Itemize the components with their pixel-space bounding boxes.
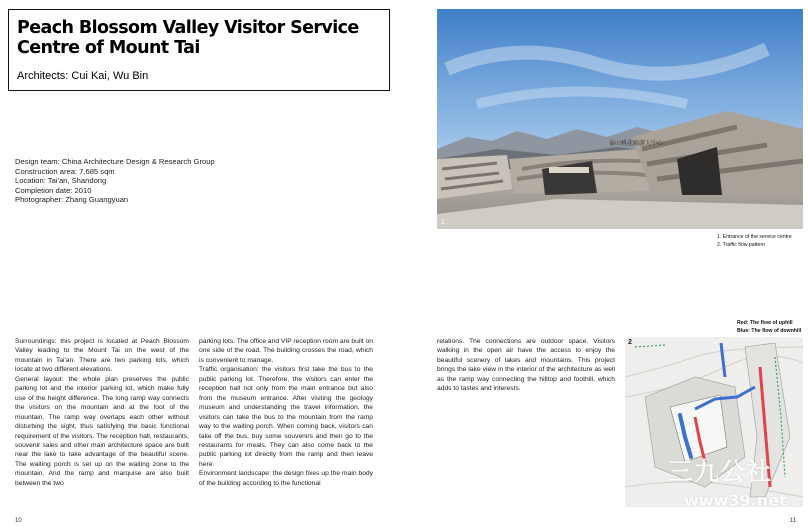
architects-line: Architects: Cui Kai, Wu Bin bbox=[17, 70, 149, 82]
paragraph-general-layout: General layout: the whole plan preserves the public parking lot and the interior parking lot, which make fully use of the height difference. The long ramp way connects the visitors on the mountain and at the foot of the mountain. The ramp way overlaps each other without disturbing the sight, thus satisfying the basic functional requirement of the visitors. The reception hall, restaurants, souvenir sales and other main architecture space are built near the lake to take advantage of the beautiful scene. The waiting porch is set up on the waiting zone to the mountain. And the ramp and marquise are also built between the two bbox=[15, 375, 189, 487]
page-title: Peach Blossom Valley Visitor Service Centre of Mount Tai bbox=[17, 18, 359, 58]
photo-number: 1 bbox=[441, 219, 445, 226]
caption-1: 1. Entrance of the service centre bbox=[717, 234, 792, 240]
body-column-1 bbox=[15, 337, 189, 488]
watermark-url: www39.net bbox=[684, 491, 787, 510]
legend-downhill: Blue: The flow of downhill bbox=[737, 327, 802, 334]
fact-location: Location: Tai'an, Shandong bbox=[15, 176, 107, 186]
caption-2: 2. Traffic flow pattern bbox=[717, 241, 766, 248]
building-photo bbox=[437, 9, 803, 229]
paragraph-traffic: Traffic organisation: the visitors first take the bus to the public parking lot. Therefore, the visitors can enter the reception hall not only from the main entrance but also from the museum entrance. After visiting the geology museum and understanding the travel information, the visitors can take the bus to the mountain from the ramp way to the waiting porch. When coming back, visitors can take off the bus, buy some souvenirs and then go to the restaurants for meals. They can also come back to the public parking lot directly from the ramp and then leave here. bbox=[199, 366, 373, 468]
paragraph-parking: parking lots. The office and VIP reception room are built on one side of the road. The building crosses the road, which is convenient to manage. bbox=[199, 338, 373, 364]
watermark-logo-text: 三九公社 bbox=[668, 457, 773, 486]
building-sign: 泰山桃花峪游人中心 bbox=[609, 140, 664, 147]
paragraph-surroundings: Surroundings: this project is located at Peach Blossom Valley leading to the Mount Tai on the west of the mountain in Tai'an. There are two parking lots, which locate at two different elevations. bbox=[15, 338, 189, 374]
plan-number: 2 bbox=[628, 339, 632, 346]
legend-uphill: Red: The flow of uphill bbox=[737, 320, 793, 326]
project-facts bbox=[15, 157, 215, 205]
flow-legend bbox=[737, 320, 801, 335]
figure-captions bbox=[717, 234, 792, 249]
title-box bbox=[8, 9, 390, 91]
fact-completion-date: Completion date: 2010 bbox=[15, 185, 92, 195]
fact-design-team: Design team: China Architecture Design & Research Group bbox=[15, 157, 215, 166]
fact-construction-area: Construction area: 7,685 sqm bbox=[15, 166, 115, 176]
page-number-left: 10 bbox=[15, 518, 22, 524]
page-number-right: 11 bbox=[790, 518, 797, 524]
fact-photographer: Photographer: Zhang Guangyuan bbox=[15, 195, 129, 205]
paragraph-relations: relations. The connections are outdoor space. Visitors walking in the open air have the access to enjoy the beautiful scenery of lakes and mountains. This project brings the lake view in the interior of the architecture as well as the ramp way connecting the hilltop and foothill, which adds to tastes and interests. bbox=[437, 338, 615, 393]
body-column-3 bbox=[437, 337, 615, 394]
paragraph-environment: Environment landscape: the design fixes up the main body of the building according to the functional bbox=[199, 470, 373, 487]
body-column-2 bbox=[199, 337, 373, 488]
